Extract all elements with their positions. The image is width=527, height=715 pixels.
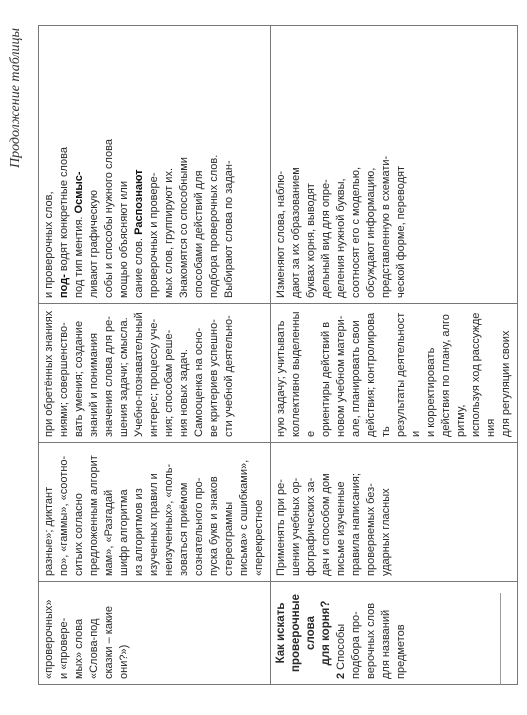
text-line: используя ход рассуждения bbox=[470, 312, 497, 437]
text-line: подбора проверочных слов. bbox=[208, 154, 220, 298]
text-line bbox=[72, 31, 87, 298]
cell-r1-c2 bbox=[39, 443, 271, 582]
text-line bbox=[132, 31, 147, 298]
text-line: сказки – какие bbox=[103, 605, 115, 679]
text-line: Выбирают слова по задан- bbox=[223, 160, 235, 298]
emphasis-word: Осмыс- bbox=[73, 171, 85, 214]
emphasis-word: под- bbox=[58, 274, 70, 298]
text-line: сти учебной деятельно- bbox=[223, 315, 235, 437]
text-line: результаты деятельности bbox=[395, 312, 422, 437]
text-line: шении учебных ор- bbox=[290, 477, 302, 576]
text-line: и проверочных слов, bbox=[43, 191, 55, 298]
text-fragment: Способы bbox=[335, 623, 347, 670]
text-line: зоваться приёмом bbox=[178, 482, 190, 576]
text-line: для регуляции своих bbox=[500, 330, 512, 437]
text-line: они?») bbox=[118, 644, 130, 679]
text-line: сознательного про- bbox=[193, 477, 205, 576]
cell-r2-c3 bbox=[271, 304, 518, 443]
text-line: коллективно выделенные bbox=[290, 311, 317, 437]
text-line: значения слова для ре- bbox=[103, 316, 115, 437]
text-line: ситьих согласно bbox=[73, 493, 85, 576]
text-line: дач и способом дом bbox=[320, 473, 332, 576]
text-line: ческой форме, переводят bbox=[395, 166, 407, 298]
cell-r1-c4 bbox=[39, 26, 271, 304]
text-fragment: под тип ментия. bbox=[73, 216, 85, 298]
text-line: новом учебном матери- bbox=[335, 315, 347, 437]
cell-r1-c3 bbox=[39, 304, 271, 443]
text-line: и «провере- bbox=[58, 617, 70, 679]
text-line: разные»; диктант bbox=[43, 486, 55, 576]
text-line: способами действий для bbox=[193, 170, 205, 298]
text-line: дельный вид для опре- bbox=[320, 179, 332, 298]
table-row bbox=[39, 26, 271, 685]
text-line: Учебно-познавательный bbox=[133, 312, 145, 437]
cell-r2-c2 bbox=[271, 443, 518, 582]
text-line: Применять при ре- bbox=[275, 479, 287, 576]
table-caption: Продолжение таблицы bbox=[8, 28, 23, 169]
text-line bbox=[57, 31, 72, 298]
text-line: письма» с ошибками», «перекрестное bbox=[238, 459, 265, 576]
lesson-number: 2 bbox=[335, 672, 347, 679]
text-line: ливают графическую bbox=[88, 190, 100, 298]
text-line: письме изученные bbox=[335, 481, 347, 576]
text-fragment: водят конкретные слова bbox=[58, 146, 70, 272]
text-fragment: сание слов. bbox=[133, 237, 145, 298]
text-line: «Слова-под bbox=[88, 618, 100, 679]
text-line: пуска букв и знаков bbox=[208, 476, 220, 576]
text-line: знаний и понимания bbox=[88, 332, 100, 437]
text-line: буквах корня, выводят bbox=[305, 183, 317, 298]
text-line: подбора про- bbox=[350, 611, 362, 679]
text-line: проверочных и провере- bbox=[148, 172, 160, 298]
text-line bbox=[334, 587, 349, 679]
text-line: для названий bbox=[380, 609, 392, 679]
text-line: интерес; процессу уче- bbox=[148, 318, 160, 437]
text-line: деления нужной буквы, bbox=[335, 178, 347, 298]
content-table bbox=[38, 25, 518, 685]
topic-title-line: слова bbox=[305, 616, 317, 650]
table-row bbox=[271, 26, 518, 685]
text-line: але, планировать свои bbox=[350, 320, 362, 437]
text-line: соотносят его с моделью, bbox=[350, 166, 362, 298]
text-line: собы и способы нужного слова bbox=[103, 139, 115, 298]
text-line: неизученных», «поль- bbox=[163, 463, 175, 576]
text-line: Изменяют слова, наблю- bbox=[275, 170, 287, 298]
text-line: стереограммы bbox=[223, 501, 235, 576]
text-line: действия; контролировать bbox=[365, 312, 392, 437]
text-line: мых слов, группируют их. bbox=[163, 167, 175, 298]
text-line: мощью объясняют или bbox=[118, 181, 130, 298]
text-line: Самооценка на осно- bbox=[193, 327, 205, 437]
text-line: из алгоритмов из bbox=[133, 488, 145, 576]
text-line: фографических за- bbox=[305, 477, 317, 576]
text-line: и корректировать bbox=[425, 347, 437, 437]
text-line: предложенным алгоритмам», «Разгадай bbox=[88, 455, 115, 576]
topic-title-line: проверочные bbox=[290, 594, 302, 672]
text-line: ударных гласных bbox=[380, 488, 392, 576]
text-line: при обретённых знаниях bbox=[43, 310, 55, 437]
text-line: ниями; совершенство- bbox=[58, 322, 70, 437]
text-line: действия по плану, алгоритму, bbox=[440, 314, 467, 437]
text-line: представленную в схемати- bbox=[380, 155, 392, 298]
text-line: «проверочных» bbox=[43, 599, 55, 679]
cell-r1-c1 bbox=[39, 582, 271, 685]
text-line: правила написания; bbox=[350, 473, 362, 576]
text-line: Знакомятся со способными bbox=[178, 157, 190, 298]
text-line: ве критериев успешно- bbox=[208, 319, 220, 437]
footer-rule bbox=[500, 593, 501, 685]
text-line: изученных правил и bbox=[148, 473, 160, 576]
cell-r2-c1 bbox=[271, 582, 518, 685]
text-line: ную задачу; учитывать bbox=[275, 320, 287, 437]
text-line: верочных слов bbox=[365, 602, 377, 679]
text-line: ния новых задач. bbox=[178, 349, 190, 437]
topic-title-line: Как искать bbox=[275, 602, 287, 664]
text-line: обсуждают информацию, bbox=[365, 167, 377, 298]
text-line: ориентиры действий в bbox=[320, 321, 332, 437]
topic-title-line: для корня? bbox=[320, 600, 332, 666]
text-line: проверяемых без- bbox=[365, 483, 377, 576]
text-line: вать умения; создание bbox=[73, 320, 85, 437]
text-line: по», «гаммы», «соотно- bbox=[58, 455, 70, 576]
text-line: шения задачи; смысла. bbox=[118, 317, 130, 437]
text-line: дают за их образованием bbox=[290, 167, 302, 298]
text-line: шифр алгоритма bbox=[118, 489, 130, 576]
emphasis-word: Распознают bbox=[133, 169, 145, 235]
text-line: предметов bbox=[395, 624, 407, 679]
text-line: ния; способам реше- bbox=[163, 329, 175, 437]
cell-r2-c4 bbox=[271, 26, 518, 304]
text-line: мых» слова bbox=[73, 618, 85, 679]
